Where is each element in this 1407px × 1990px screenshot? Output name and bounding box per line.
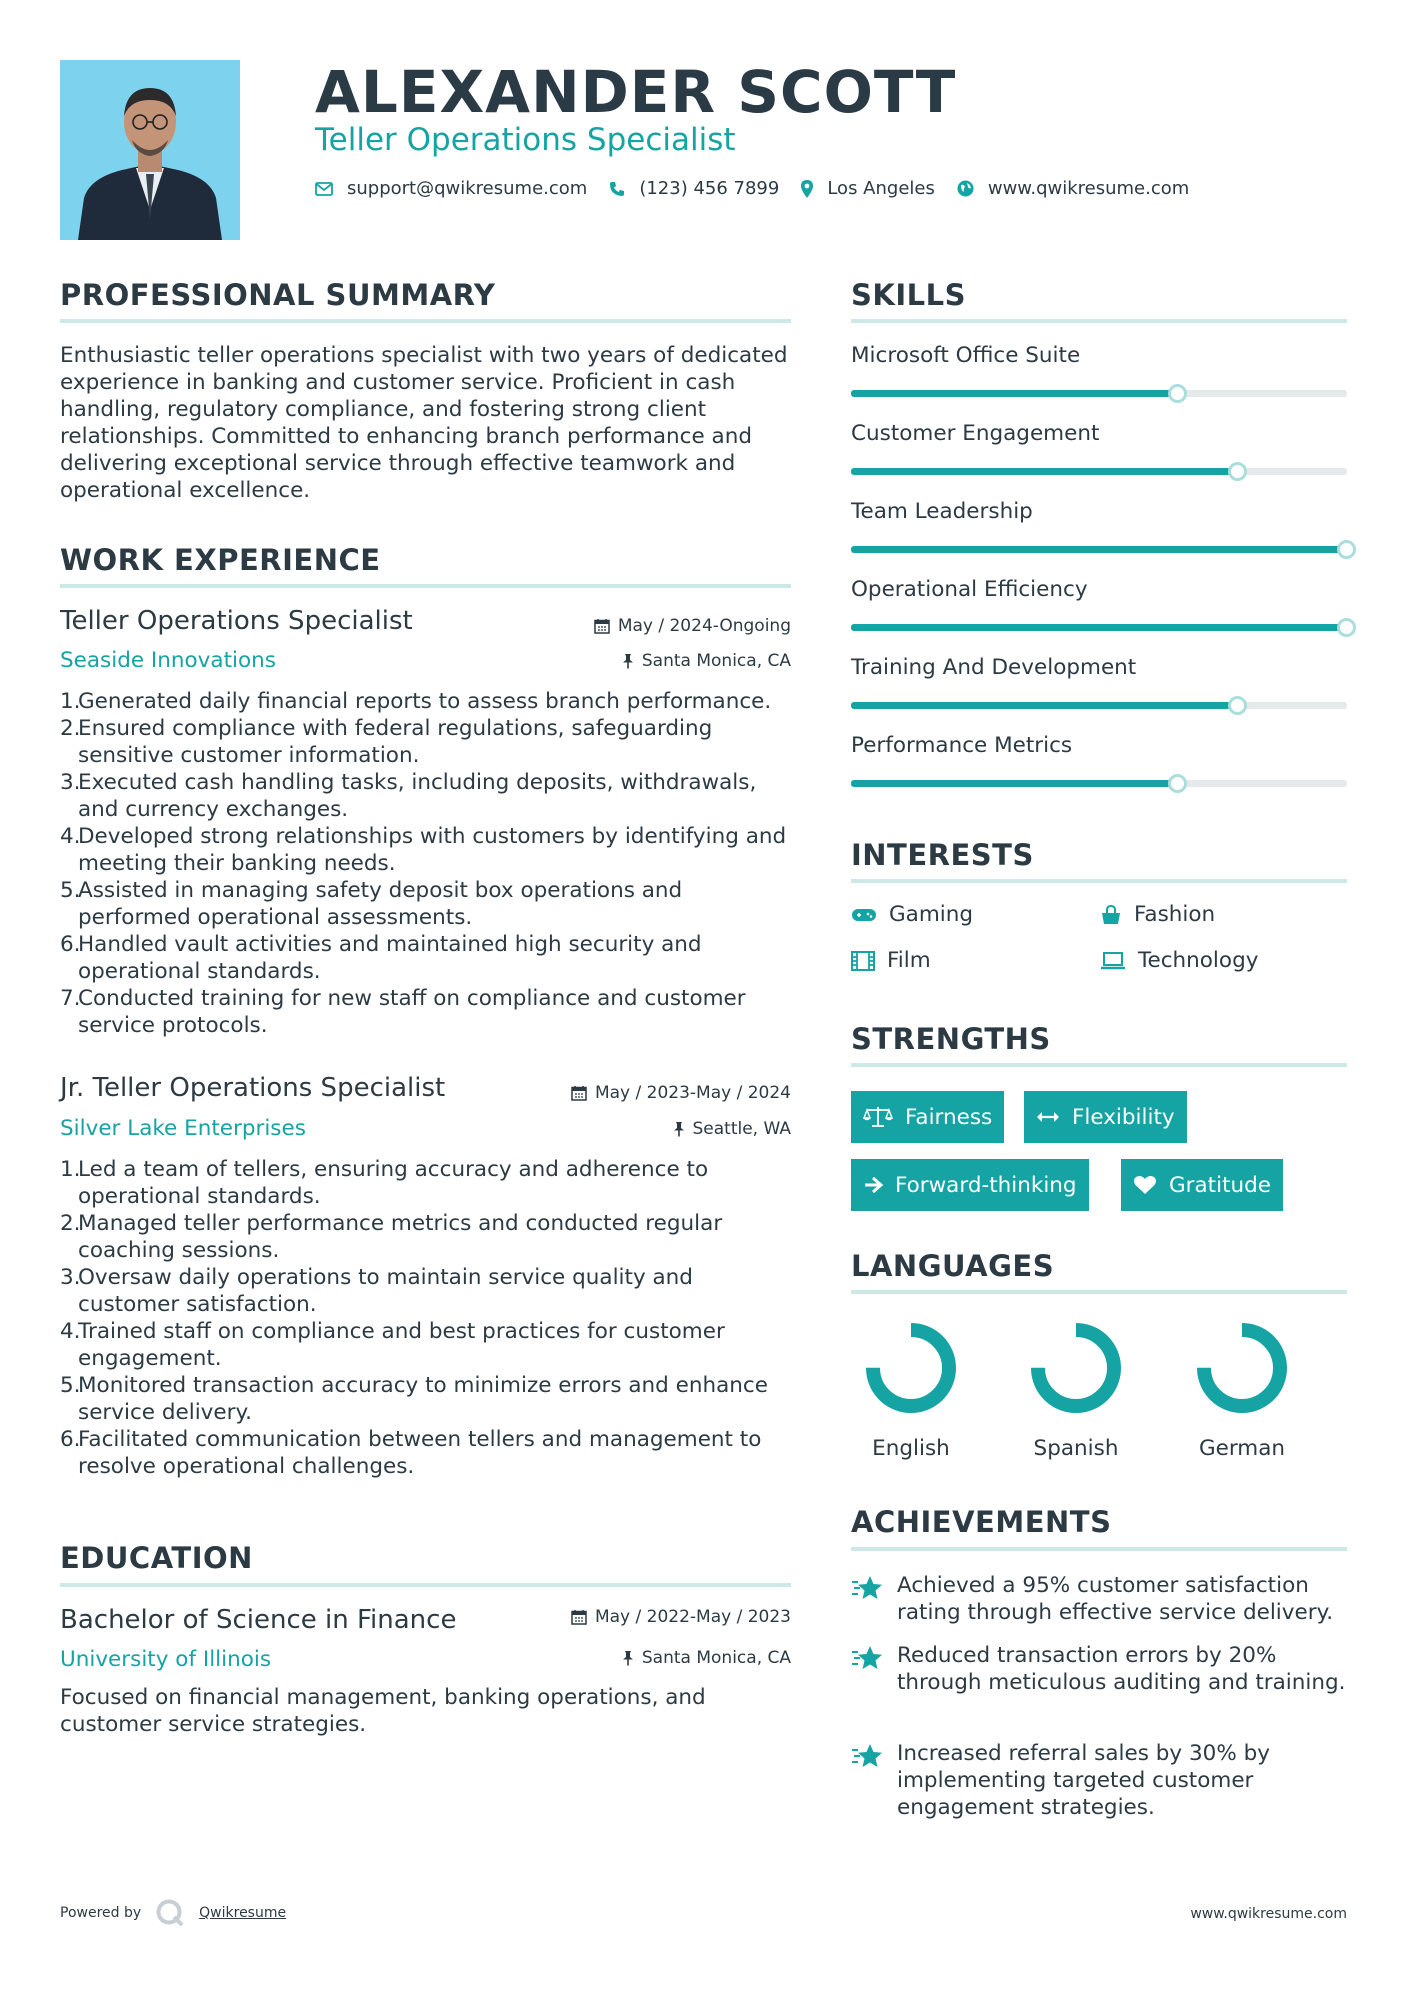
star-trophy-icon [851,1742,885,1770]
list-item-number: 3. [60,1265,81,1290]
strength-label: Forward-thinking [895,1172,1077,1198]
job-responsibilities [60,1156,800,1480]
contact-email-text: support@qwikresume.com [347,178,588,199]
list-item [60,1426,800,1480]
language-label: Spanish [1033,1436,1119,1461]
film-icon [851,951,875,971]
strength-label: Fairness [905,1104,993,1130]
footer-website[interactable]: www.qwikresume.com [1190,1906,1347,1922]
achievement-text: Increased referral sales by 30% by implementing targeted customer engagement strategies. [897,1741,1270,1820]
list-item-text: Managed teller performance metrics and conducted regular coaching sessions. [78,1211,723,1263]
experience-rule [60,584,791,588]
skill-label: Customer Engagement [851,421,1100,446]
laptop-icon [1100,952,1126,970]
skill-bar-fill [851,390,1178,397]
contact-bar [315,178,1211,199]
degree-title: Bachelor of Science in Finance [60,1605,457,1635]
skill-label: Microsoft Office Suite [851,343,1081,368]
language-german [1182,1322,1302,1461]
language-label: English [872,1436,950,1461]
skill-label: Performance Metrics [851,733,1073,758]
interest-label: Fashion [1134,902,1216,927]
language-spanish [1016,1322,1136,1461]
profile-photo [60,60,240,240]
skill-bar-knob [1168,384,1187,403]
list-item [60,985,800,1039]
list-item-text: Conducted training for new staff on compliance and customer service protocols. [78,986,746,1038]
language-ring [1196,1322,1288,1414]
education-heading: EDUCATION [60,1541,253,1575]
globe-icon [957,180,974,197]
list-item-number: 1. [60,1157,81,1182]
list-item [60,1156,800,1210]
interest-gaming [851,902,973,927]
skill-bar [851,390,1347,397]
skill-bar-fill [851,546,1347,553]
list-item-number: 4. [60,1319,81,1344]
skill-bar-fill [851,468,1238,475]
list-item-number: 4. [60,824,81,849]
list-item-text: Facilitated communication between tellers and management to resolve operational challenges. [78,1427,762,1479]
list-item-text: Developed strong relationships with customers by identifying and meeting their banking needs. [78,824,787,876]
skill-bar-knob [1337,618,1356,637]
skill-bar-fill [851,624,1347,631]
list-item-number: 2. [60,1211,81,1236]
achievement-text: Achieved a 95% customer satisfaction rating through effective service delivery. [897,1573,1334,1625]
list-item-number: 3. [60,770,81,795]
job-dates-text: May / 2023-May / 2024 [594,1083,791,1103]
job-dates [594,616,791,636]
list-item [60,1318,800,1372]
achievement-item [851,1740,1351,1821]
list-item-number: 5. [60,878,81,903]
skill-bar-knob [1228,462,1247,481]
list-item [60,1210,800,1264]
skills-rule [851,319,1347,323]
achievements-heading: ACHIEVEMENTS [851,1505,1112,1539]
candidate-title: Teller Operations Specialist [315,122,736,158]
star-trophy-icon [851,1644,885,1672]
list-item-text: Oversaw daily operations to maintain service quality and customer satisfaction. [78,1265,693,1317]
qwikresume-logo-icon [155,1898,185,1928]
calendar-icon [571,1609,587,1625]
job-location-text: Seattle, WA [692,1119,791,1139]
summary-text: Enthusiastic teller operations specialist with two years of dedicated experience in banking and customer service. Proficient in cash handling, regulatory compliance, and fostering strong client relationships. Committed to enhancing branch performance and delivering exceptional service through effective teamwork and operational excellence. [60,343,788,503]
strength-tag-forward-thinking [851,1159,1089,1211]
list-item-number: 2. [60,716,81,741]
job-title: Teller Operations Specialist [60,606,413,636]
job-location [673,1119,792,1139]
job-dates-text: May / 2024-Ongoing [617,616,791,636]
skill-label: Training And Development [851,655,1137,680]
list-item-number: 5. [60,1373,81,1398]
education-rule [60,1583,791,1587]
list-item [60,823,800,877]
achievement-item [851,1572,1351,1626]
skill-label: Operational Efficiency [851,577,1088,602]
pushpin-icon [622,653,634,669]
list-item [60,1264,800,1318]
contact-location-text: Los Angeles [827,178,935,199]
contact-website-text: www.qwikresume.com [987,178,1190,199]
job-title: Jr. Teller Operations Specialist [60,1073,446,1103]
interest-label: Technology [1138,948,1259,973]
job-company: Silver Lake Enterprises [60,1116,306,1141]
list-item-number: 7. [60,986,81,1011]
interest-film [851,948,931,973]
achievement-text: Reduced transaction errors by 20% through meticulous auditing and training. [897,1643,1346,1695]
envelope-icon [315,182,333,196]
footer-powered-by [60,1898,286,1928]
list-item [60,715,800,769]
language-label: German [1198,1436,1286,1461]
list-item [60,769,800,823]
qwikresume-link[interactable]: Qwikresume [199,1905,287,1921]
contact-website[interactable] [957,178,1189,199]
skill-bar [851,624,1347,631]
gamepad-icon [851,907,877,923]
job-company: Seaside Innovations [60,648,276,673]
strength-label: Gratitude [1169,1172,1272,1198]
languages-rule [851,1290,1347,1294]
shopping-bag-icon [1100,905,1122,925]
list-item-text: Generated daily financial reports to assess branch performance. [78,689,772,714]
skill-label: Team Leadership [851,499,1033,524]
calendar-icon [594,618,610,634]
skill-bar [851,702,1347,709]
list-item-number: 6. [60,1427,81,1452]
education-location-text: Santa Monica, CA [641,1648,791,1668]
summary-heading: PROFESSIONAL SUMMARY [60,278,496,312]
skill-bar [851,468,1347,475]
list-item [60,688,800,715]
interest-label: Film [887,948,931,973]
experience-heading: WORK EXPERIENCE [60,543,381,577]
powered-by-label: Powered by [60,1905,142,1921]
list-item-text: Executed cash handling tasks, including deposits, withdrawals, and currency exchanges. [78,770,757,822]
skill-bar-knob [1168,774,1187,793]
pushpin-icon [673,1121,685,1137]
arrows-horizontal-icon [1036,1111,1060,1123]
summary-rule [60,319,791,323]
skill-bar-fill [851,702,1238,709]
strengths-rule [851,1063,1347,1067]
education-description: Focused on financial management, banking operations, and customer service strategies. [60,1685,706,1737]
star-trophy-icon [851,1574,885,1602]
job-dates [571,1083,791,1103]
list-item-text: Led a team of tellers, ensuring accuracy and adherence to operational standards. [78,1157,709,1209]
contact-phone[interactable] [609,178,779,199]
language-english [851,1322,971,1461]
calendar-icon [571,1085,587,1101]
list-item [60,1372,800,1426]
strength-tag-fairness [851,1091,1004,1143]
arrow-right-icon [863,1176,883,1194]
list-item-text: Trained staff on compliance and best practices for customer engagement. [78,1319,725,1371]
phone-icon [609,181,625,197]
skill-bar-knob [1228,696,1247,715]
achievements-rule [851,1547,1347,1551]
list-item-number: 6. [60,932,81,957]
pushpin-icon [622,1650,634,1666]
strength-tag-gratitude [1121,1159,1283,1211]
strengths-heading: STRENGTHS [851,1022,1051,1056]
list-item-text: Handled vault activities and maintained high security and operational standards. [78,932,702,984]
skill-bar-fill [851,780,1178,787]
language-ring [865,1322,957,1414]
contact-location [801,178,935,199]
education-dates-text: May / 2022-May / 2023 [594,1607,791,1627]
languages-heading: LANGUAGES [851,1249,1055,1283]
skill-bar [851,546,1347,553]
interests-rule [851,879,1347,883]
list-item-text: Ensured compliance with federal regulations, safeguarding sensitive customer information. [78,716,713,768]
achievement-item [851,1642,1351,1696]
interest-technology [1100,948,1258,973]
interest-fashion [1100,902,1215,927]
list-item-number: 1. [60,689,81,714]
education-dates [571,1607,791,1627]
education-location [622,1648,791,1668]
job-location-text: Santa Monica, CA [641,651,791,671]
job-location [622,651,791,671]
job-responsibilities [60,688,800,1039]
skills-heading: SKILLS [851,278,966,312]
map-pin-icon [801,180,813,198]
balance-scale-icon [863,1106,893,1128]
strength-tag-flexibility [1024,1091,1187,1143]
interest-label: Gaming [889,902,974,927]
list-item-text: Assisted in managing safety deposit box operations and performed operational assessments. [78,878,683,930]
candidate-name: ALEXANDER SCOTT [315,58,957,126]
strength-label: Flexibility [1072,1104,1175,1130]
list-item [60,877,800,931]
language-ring [1030,1322,1122,1414]
contact-email[interactable] [315,178,587,199]
contact-phone-text: (123) 456 7899 [639,178,780,199]
school-name: University of Illinois [60,1647,272,1672]
list-item [60,931,800,985]
list-item-text: Monitored transaction accuracy to minimize errors and enhance service delivery. [78,1373,768,1425]
skill-bar-knob [1337,540,1356,559]
heart-icon [1133,1175,1157,1195]
interests-heading: INTERESTS [851,838,1034,872]
skill-bar [851,780,1347,787]
